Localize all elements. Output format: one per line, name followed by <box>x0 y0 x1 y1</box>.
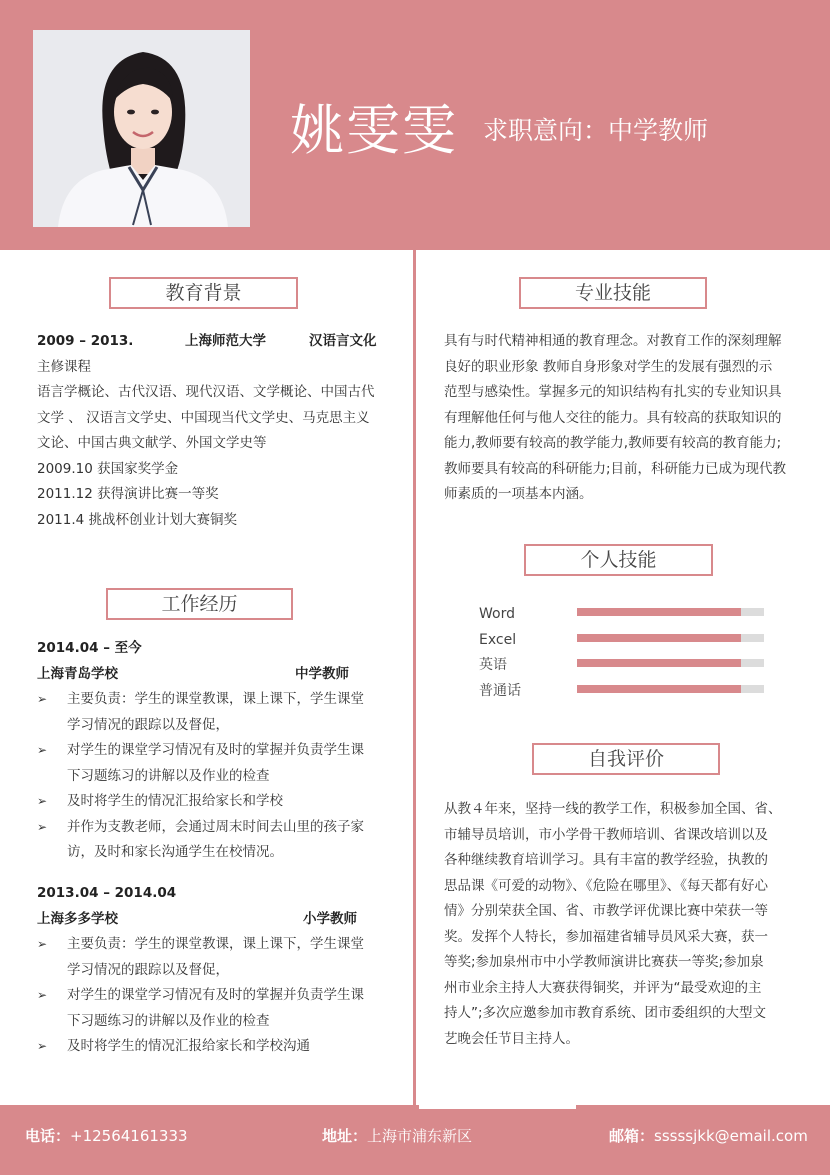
self-eval-line: 思品课《可爱的动物》、《危险在哪里》、《每天都有好心 <box>444 877 768 894</box>
contact-address <box>322 1125 472 1146</box>
professional-line: 能力,教师要有较高的教学能力,教师要有较高的教育能力; <box>444 435 782 451</box>
work-job-2 <box>37 881 407 1060</box>
job-duties <box>37 687 407 866</box>
self-eval-line: 奖。发挥个人特长，参加福建省辅导员风采大赛，获一 <box>444 928 768 945</box>
professional-line: 范型与感染性。掌握多元的知识结构有扎实的专业知识具 <box>444 384 782 400</box>
duty-item <box>37 815 407 866</box>
job-role: 小学教师 <box>303 910 357 927</box>
skill-row <box>479 603 769 629</box>
education-header-row <box>37 329 407 355</box>
job-period: 2014.04 – 至今 <box>37 640 142 656</box>
self-eval-line: 情》分别荣获全国、省、市教学评优课比赛中荣获一等 <box>444 903 768 919</box>
skill-row <box>479 680 769 706</box>
award-item: 2011.4 挑战杯创业计划大赛铜奖 <box>37 511 238 528</box>
portrait-image <box>33 30 250 227</box>
professional-text <box>444 329 819 508</box>
skill-name: 普通话 <box>479 682 521 699</box>
skill-bar-fill <box>577 608 741 616</box>
courses-line: 文论、中国古典文献学、外国文学史等 <box>37 435 267 451</box>
duty-line: 下习题练习的讲解以及作业的检查 <box>67 767 270 784</box>
phone-value[interactable]: +12564161333 <box>70 1127 188 1145</box>
skill-bar-track <box>577 685 764 693</box>
footer-contact-bar <box>0 1105 830 1175</box>
address-label: 地址： <box>322 1127 368 1145</box>
section-title-self-eval: 自我评价 <box>532 743 720 775</box>
education-major: 汉语言文化 <box>309 333 377 349</box>
courses-line: 语言学概论、古代汉语、现代汉语、文学概论、中国古代 <box>37 384 375 400</box>
job-duties <box>37 932 407 1060</box>
duty-line: ➢ 对学生的课堂学习情况有及时的掌握并负责学生课 <box>67 987 364 1003</box>
courses-line: 文学 、 汉语言文学史、中国现当代文学史、马克思主义 <box>37 409 370 426</box>
self-eval-line: 持人”;多次应邀参加市教育系统、团市委组织的大型文 <box>444 1005 767 1021</box>
skill-bar-fill <box>577 659 741 667</box>
skill-row <box>479 629 769 655</box>
duty-line: ➢ 及时将学生的情况汇报给家长和学校 <box>67 793 283 809</box>
footer-notch <box>419 1105 576 1109</box>
skill-bar-fill <box>577 634 741 642</box>
self-eval-line: 各种继续教育培训学习。具有丰富的教学经验，执教的 <box>444 852 768 868</box>
self-eval-line: 市辅导员培训，市小学骨干教师培训、省课改培训以及 <box>444 826 768 843</box>
column-divider <box>413 250 416 1105</box>
header-banner <box>0 0 830 250</box>
duty-item <box>37 932 407 983</box>
skill-bar-track <box>577 608 764 616</box>
duty-line: ➢ 主要负责：学生的课堂教课，课上课下，学生课堂 <box>67 691 364 707</box>
job-company: 上海多多学校 <box>37 910 118 927</box>
duty-line: ➢ 及时将学生的情况汇报给家长和学校沟通 <box>67 1038 310 1054</box>
work-job-1 <box>37 636 407 866</box>
email-value[interactable]: sssssjkk@email.com <box>654 1127 808 1145</box>
job-role: 中学教师 <box>295 665 349 682</box>
section-title-personal-skills: 个人技能 <box>524 544 713 576</box>
professional-line: 具有与时代精神相通的教育理念。对教育工作的深刻理解 <box>444 333 782 349</box>
self-eval-line: 艺晚会任节目主持人。 <box>444 1030 579 1047</box>
award-item: 2009.10 获国家奖学金 <box>37 460 179 477</box>
contact-phone <box>25 1125 188 1146</box>
award-item: 2011.12 获得演讲比赛一等奖 <box>37 486 219 502</box>
skill-bar-fill <box>577 685 741 693</box>
phone-label: 电话： <box>25 1127 71 1145</box>
duty-item <box>37 738 407 789</box>
self-eval-line: 从教４年来，坚持一线的教学工作，积极参加全国、省、 <box>444 801 782 817</box>
skill-bar-track <box>577 634 764 642</box>
address-value: 上海市浦东新区 <box>367 1127 473 1145</box>
self-eval-text <box>444 797 819 1052</box>
self-eval-line: 等奖;参加泉州市中小学教师演讲比赛获一等奖;参加泉 <box>444 954 764 970</box>
job-intent: 求职意向：中学教师 <box>483 116 709 145</box>
duty-line: ➢ 对学生的课堂学习情况有及时的掌握并负责学生课 <box>67 742 364 758</box>
job-header-row <box>37 662 407 688</box>
skill-name: 英语 <box>479 657 507 673</box>
duty-item <box>37 983 407 1034</box>
section-title-work: 工作经历 <box>106 588 293 620</box>
professional-line: 良好的职业形象 教师自身形象对学生的发展有强烈的示 <box>444 358 773 375</box>
duty-line: ➢ 并作为支教老师，会通过周末时间去山里的孩子家 <box>67 818 364 835</box>
section-title-education: 教育背景 <box>109 277 298 309</box>
duty-line: 学习情况的跟踪以及督促， <box>67 716 229 733</box>
professional-line: 教师要具有较高的科研能力;目前，科研能力已成为现代教 <box>444 460 787 477</box>
skill-bar-track <box>577 659 764 667</box>
skill-row <box>479 654 769 680</box>
skill-name: Excel <box>479 631 517 648</box>
self-eval-line: 州市业余主持人大赛获得铜奖，并评为“最受欢迎的主 <box>444 979 762 996</box>
duty-item <box>37 1034 407 1060</box>
professional-line: 有理解他任何与他人交往的能力。具有较高的获取知识的 <box>444 409 782 426</box>
duty-line: ➢ 主要负责：学生的课堂教课，课上课下，学生课堂 <box>67 936 364 952</box>
contact-email <box>609 1125 808 1146</box>
skill-bars <box>479 603 769 705</box>
duty-line: 访，及时和家长沟通学生在校情况。 <box>67 844 283 860</box>
education-school: 上海师范大学 <box>185 333 266 349</box>
professional-line: 师素质的一项基本内涵。 <box>444 486 593 502</box>
education-period: 2009 – 2013. <box>37 333 134 349</box>
duty-item <box>37 789 407 815</box>
email-label: 邮箱： <box>609 1127 655 1145</box>
job-company: 上海青岛学校 <box>37 665 118 682</box>
job-period: 2013.04 – 2014.04 <box>37 885 177 901</box>
duty-line: 学习情况的跟踪以及督促， <box>67 961 229 978</box>
duty-line: 下习题练习的讲解以及作业的检查 <box>67 1012 270 1029</box>
skill-name: Word <box>479 606 515 622</box>
candidate-name: 姚雯雯 <box>290 99 458 162</box>
profile-photo <box>33 30 250 227</box>
section-title-professional: 专业技能 <box>519 277 707 309</box>
duty-item <box>37 687 407 738</box>
job-header-row <box>37 907 407 933</box>
courses-label: 主修课程 <box>37 358 91 375</box>
education-section <box>37 329 407 533</box>
